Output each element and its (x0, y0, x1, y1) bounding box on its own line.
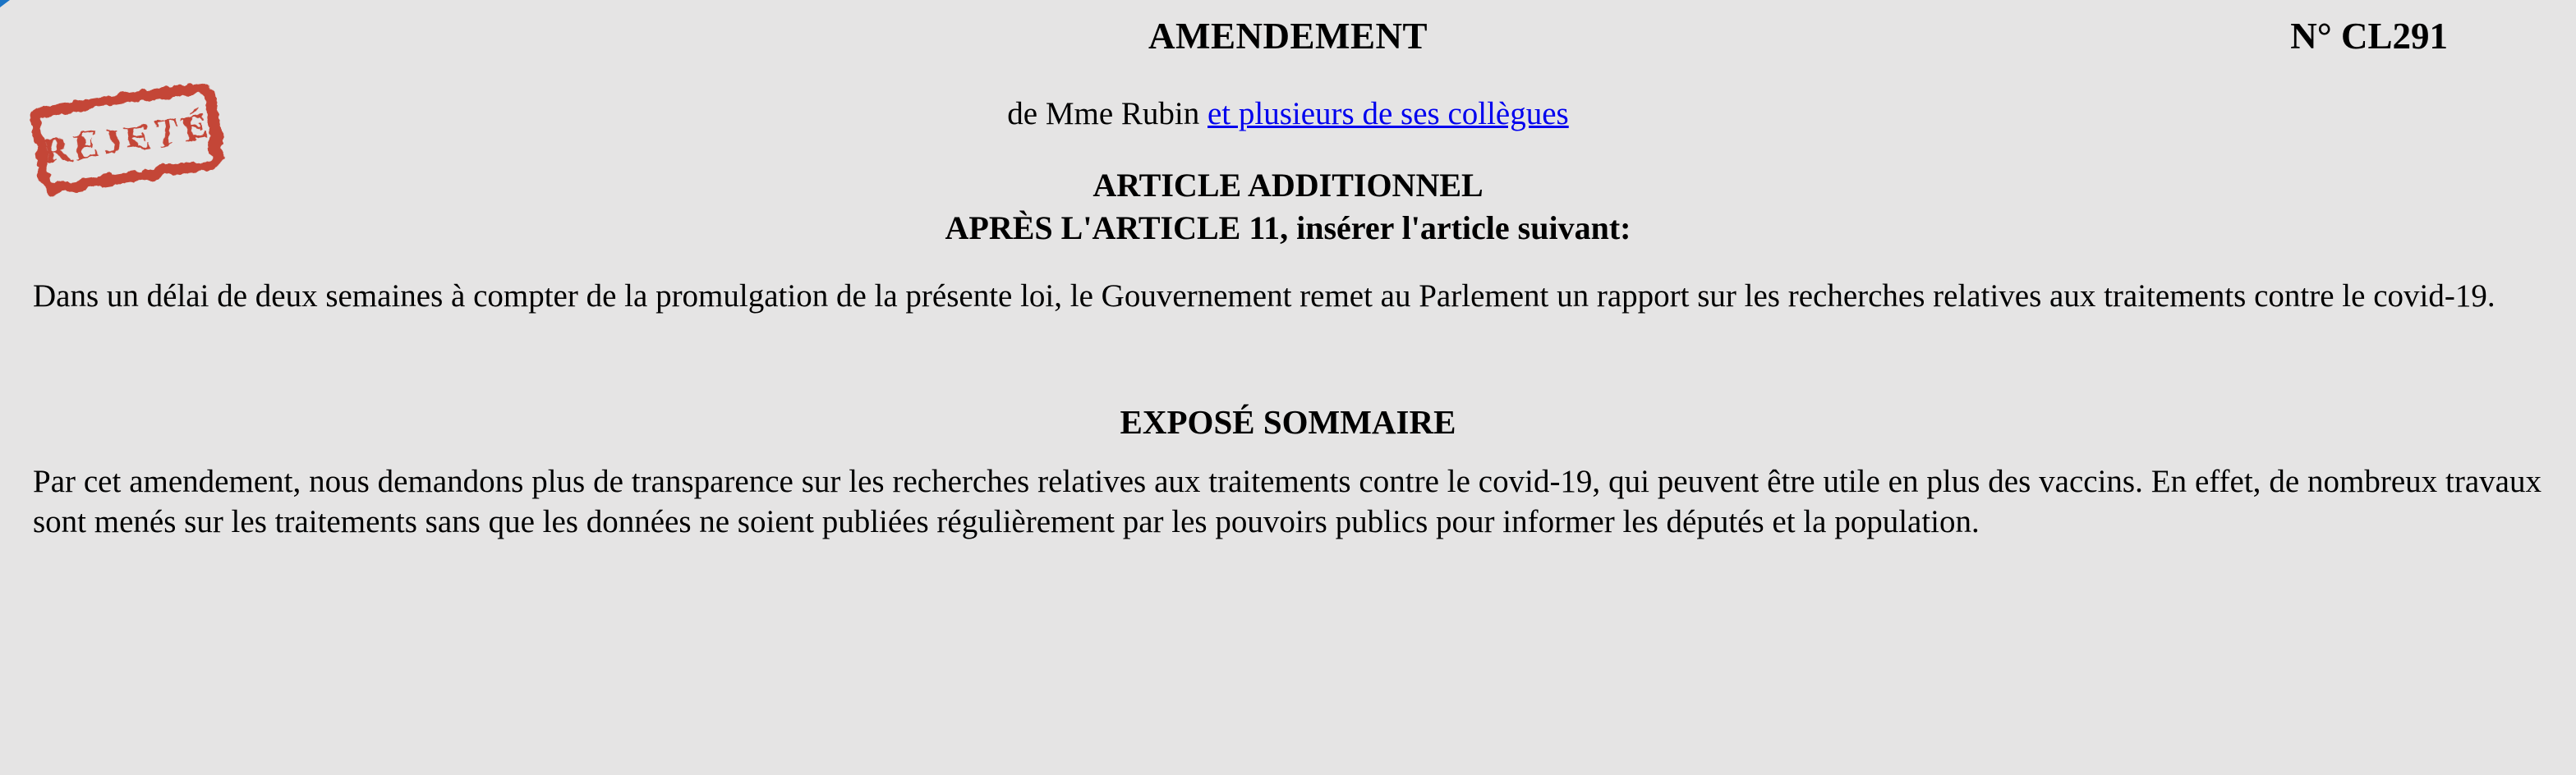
article-instruction-heading: APRÈS L'ARTICLE 11, insérer l'article suivant: (945, 209, 1631, 246)
byline-prefix: de Mme Rubin (1007, 96, 1208, 131)
rejected-stamp-label: REJETÉ (39, 103, 216, 172)
expose-body-paragraph: Par cet amendement, nous demandons plus de transparence sur les recherches relatives aux traitements contre le covid-19, qui peuvent être utile en plus des vaccins. En effet, de nombreux travaux sont menés sur les traitements sans que les données ne soient publiées régulièrement par les pouvoirs publics pour informer les députés et la population. (33, 464, 2542, 539)
expose-sommaire-heading: EXPOSÉ SOMMAIRE (1120, 403, 1456, 441)
amendment-number: N° CL291 (2290, 16, 2448, 57)
amendment-title: AMENDEMENT (1148, 16, 1428, 57)
authors-link[interactable]: et plusieurs de ses collègues (1208, 96, 1569, 131)
byline (0, 95, 2576, 132)
article-body-paragraph: Dans un délai de deux semaines à compter de la promulgation de la présente loi, le Gouvernement remet au Parlement un rapport sur les recherches relatives aux traitements contre le covid-19. (33, 278, 2496, 314)
article-additionnel-heading: ARTICLE ADDITIONNEL (1092, 167, 1484, 204)
corner-artifact (0, 0, 10, 7)
